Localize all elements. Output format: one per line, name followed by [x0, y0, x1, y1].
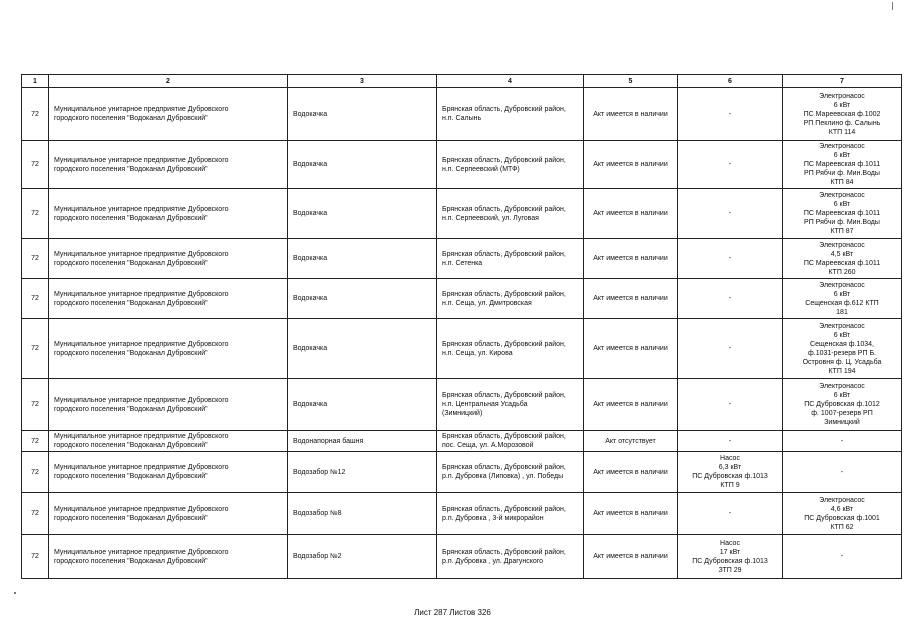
column6-cell: - — [678, 189, 783, 239]
column7-cell: Электронасос 6 кВт Сещенская ф.612 КТП 181 — [783, 279, 902, 319]
address-cell: Брянская область, Дубровский район, н.п. Серпеевский (МТФ) — [437, 141, 584, 189]
act-cell: Акт имеется в наличии — [584, 141, 678, 189]
address-cell: Брянская область, Дубровский район, н.п. Сеща, ул. Кирова — [437, 319, 584, 379]
owner-cell: Муниципальное унитарное предприятие Дубровского городского поселения "Водоканал Дубровский" — [49, 189, 288, 239]
registry-table — [21, 74, 902, 579]
table-row — [22, 88, 902, 141]
object-cell: Водокачка — [288, 88, 437, 141]
owner-cell: Муниципальное унитарное предприятие Дубровского городского поселения "Водоканал Дубровский" — [49, 535, 288, 579]
object-cell: Водокачка — [288, 279, 437, 319]
address-cell: Брянская область, Дубровский район, н.п. Серпеевский, ул. Луговая — [437, 189, 584, 239]
column-header: 7 — [783, 75, 902, 88]
row-number-cell: 72 — [22, 535, 49, 579]
act-cell: Акт имеется в наличии — [584, 452, 678, 493]
table-row — [22, 319, 902, 379]
object-cell: Водокачка — [288, 319, 437, 379]
column7-cell: Электронасос 6 кВт Сещенская ф.1034, ф.1031-резерв РП Б. Островня ф. Ц. Усадьба КТП 194 — [783, 319, 902, 379]
column7-cell: Электронасос 6 кВт ПС Дубровская ф.1012 ф. 1007-резерв РП Зимницкий — [783, 379, 902, 431]
column6-cell: - — [678, 141, 783, 189]
act-cell: Акт имеется в наличии — [584, 379, 678, 431]
column-header: 6 — [678, 75, 783, 88]
act-cell: Акт отсутствует — [584, 431, 678, 452]
object-cell: Водозабор №2 — [288, 535, 437, 579]
column6-cell: - — [678, 88, 783, 141]
column-header: 2 — [49, 75, 288, 88]
column6-cell: - — [678, 431, 783, 452]
owner-cell: Муниципальное унитарное предприятие Дубровского городского поселения "Водоканал Дубровский" — [49, 88, 288, 141]
column7-cell: Электронасос 4,6 кВт ПС Дубровская ф.1001 КТП 62 — [783, 493, 902, 535]
object-cell: Водокачка — [288, 239, 437, 279]
row-number-cell: 72 — [22, 141, 49, 189]
column6-cell: Насос 6,3 кВт ПС Дубровская ф.1013 КТП 9 — [678, 452, 783, 493]
address-cell: Брянская область, Дубровский район, н.п. Сетенка — [437, 239, 584, 279]
column-header: 3 — [288, 75, 437, 88]
column7-cell: - — [783, 431, 902, 452]
table-row — [22, 279, 902, 319]
owner-cell: Муниципальное унитарное предприятие Дубровского городского поселения "Водоканал Дубровский" — [49, 452, 288, 493]
object-cell: Водокачка — [288, 189, 437, 239]
act-cell: Акт имеется в наличии — [584, 189, 678, 239]
row-number-cell: 72 — [22, 319, 49, 379]
table-row — [22, 141, 902, 189]
scan-mark — [892, 2, 893, 10]
column6-cell: - — [678, 379, 783, 431]
act-cell: Акт имеется в наличии — [584, 239, 678, 279]
address-cell: Брянская область, Дубровский район, н.п. Салынь — [437, 88, 584, 141]
column6-cell: - — [678, 279, 783, 319]
owner-cell: Муниципальное унитарное предприятие Дубровского городского поселения "Водоканал Дубровский" — [49, 493, 288, 535]
row-number-cell: 72 — [22, 431, 49, 452]
row-number-cell: 72 — [22, 189, 49, 239]
address-cell: Брянская область, Дубровский район, пос. Сеща, ул. А.Морозовой — [437, 431, 584, 452]
row-number-cell: 72 — [22, 452, 49, 493]
column6-cell: - — [678, 493, 783, 535]
owner-cell: Муниципальное унитарное предприятие Дубровского городского поселения "Водоканал Дубровский" — [49, 319, 288, 379]
table-row — [22, 431, 902, 452]
page-counter: Лист 287 Листов 326 — [414, 608, 491, 617]
owner-cell: Муниципальное унитарное предприятие Дубровского городского поселения "Водоканал Дубровский" — [49, 279, 288, 319]
column-header: 1 — [22, 75, 49, 88]
row-number-cell: 72 — [22, 493, 49, 535]
row-number-cell: 72 — [22, 279, 49, 319]
row-number-cell: 72 — [22, 379, 49, 431]
object-cell: Водозабор №8 — [288, 493, 437, 535]
column7-cell: - — [783, 452, 902, 493]
table-row — [22, 379, 902, 431]
column6-cell: - — [678, 239, 783, 279]
table-row — [22, 452, 902, 493]
column7-cell: Электронасос 4,5 кВт ПС Мареевская ф.1011 КТП 260 — [783, 239, 902, 279]
column7-cell: Электронасос 6 кВт ПС Мареевская ф.1002 РП Пеклино ф. Салынь КТП 114 — [783, 88, 902, 141]
act-cell: Акт имеется в наличии — [584, 535, 678, 579]
act-cell: Акт имеется в наличии — [584, 279, 678, 319]
table-row — [22, 239, 902, 279]
act-cell: Акт имеется в наличии — [584, 88, 678, 141]
header-row — [22, 75, 902, 88]
row-number-cell: 72 — [22, 239, 49, 279]
scan-dot — [14, 592, 16, 594]
owner-cell: Муниципальное унитарное предприятие Дубровского городского поселения "Водоканал Дубровский" — [49, 239, 288, 279]
address-cell: Брянская область, Дубровский район, р.п. Дубровка , ул. Драгунского — [437, 535, 584, 579]
column-header: 4 — [437, 75, 584, 88]
owner-cell: Муниципальное унитарное предприятие Дубровского городского поселения "Водоканал Дубровский" — [49, 141, 288, 189]
owner-cell: Муниципальное унитарное предприятие Дубровского городского поселения "Водоканал Дубровский" — [49, 431, 288, 452]
owner-cell: Муниципальное унитарное предприятие Дубровского городского поселения "Водоканал Дубровский" — [49, 379, 288, 431]
column7-cell: - — [783, 535, 902, 579]
row-number-cell: 72 — [22, 88, 49, 141]
table-row — [22, 535, 902, 579]
address-cell: Брянская область, Дубровский район, р.п. Дубровка , 3-й микрорайон — [437, 493, 584, 535]
column7-cell: Электронасос 6 кВт ПС Мареевская ф.1011 РП Рябчи ф. Мин.Воды КТП 84 — [783, 141, 902, 189]
object-cell: Водозабор №12 — [288, 452, 437, 493]
column6-cell: Насос 17 кВт ПС Дубровская ф.1013 ЗТП 29 — [678, 535, 783, 579]
object-cell: Водонапорная башня — [288, 431, 437, 452]
table-row — [22, 189, 902, 239]
table-row — [22, 493, 902, 535]
address-cell: Брянская область, Дубровский район, н.п. Сеща, ул. Дмитровская — [437, 279, 584, 319]
column-header: 5 — [584, 75, 678, 88]
address-cell: Брянская область, Дубровский район, н.п. Центральная Усадьба (Зимницкий) — [437, 379, 584, 431]
address-cell: Брянская область, Дубровский район, р.п. Дубровка (Липовка) , ул. Победы — [437, 452, 584, 493]
act-cell: Акт имеется в наличии — [584, 493, 678, 535]
column7-cell: Электронасос 6 кВт ПС Мареевская ф.1011 РП Рябчи ф. Мин.Воды КТП 87 — [783, 189, 902, 239]
object-cell: Водокачка — [288, 141, 437, 189]
object-cell: Водокачка — [288, 379, 437, 431]
column6-cell: - — [678, 319, 783, 379]
act-cell: Акт имеется в наличии — [584, 319, 678, 379]
